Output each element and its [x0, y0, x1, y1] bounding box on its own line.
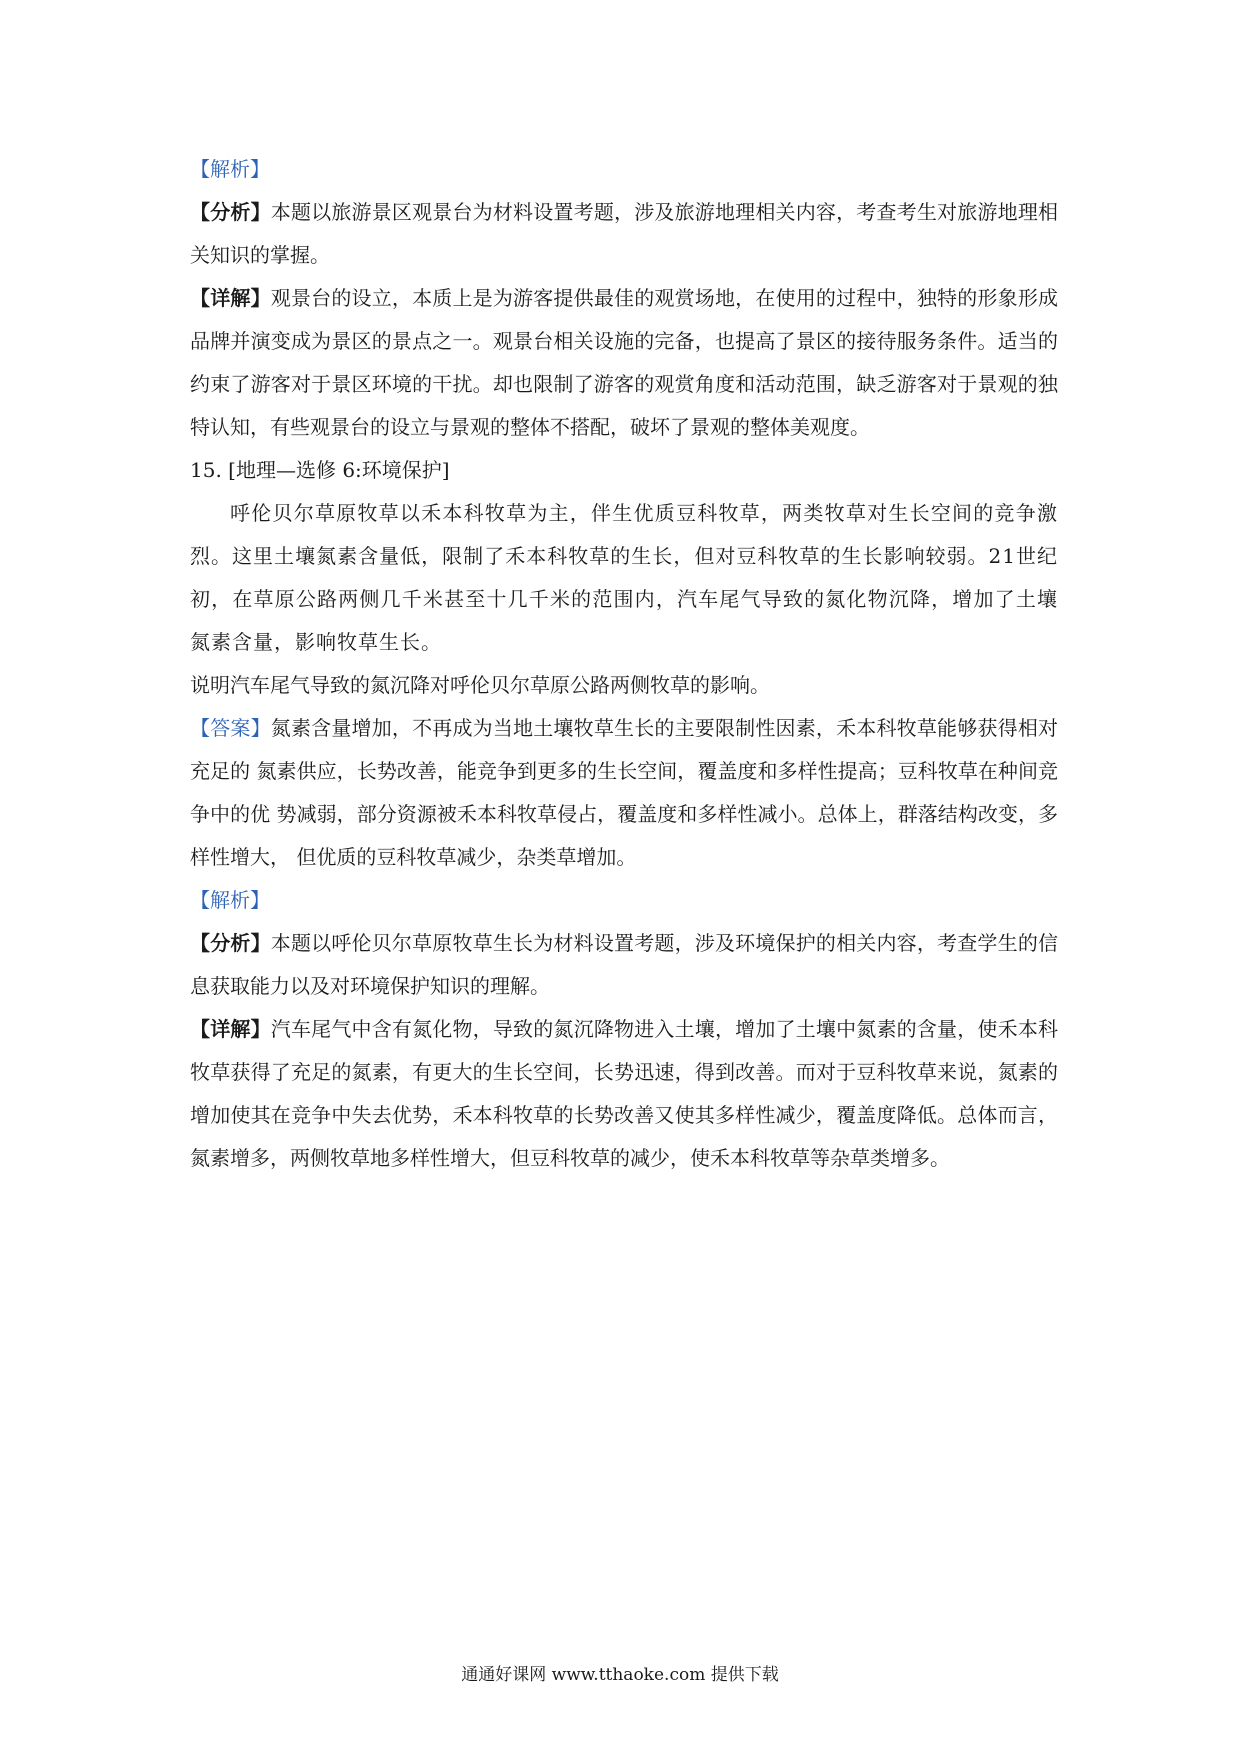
answer-text: 氮素含量增加，不再成为当地土壤牧草生长的主要限制性因素，禾本科牧草能够获得相对充足的 氮素供应，长势改善，能竞争到更多的生长空间，覆盖度和多样性提高；豆科牧草在种间竞争中的优 势减弱，部分资源被禾本科牧草侵占，覆盖度和多样性减小。总体上，群落结构改变，多样性增大， 但优质的豆科牧草减少，杂类草增加。: [190, 716, 1059, 869]
document-body: [190, 148, 1058, 1180]
fenxi-text: 本题以呼伦贝尔草原牧草生长为材料设置考题，涉及环境保护的相关内容，考查学生的信息获取能力以及对环境保护知识的理解。: [190, 931, 1059, 998]
question-material: 呼伦贝尔草原牧草以禾本科牧草为主，伴生优质豆科牧草，两类牧草对生长空间的竞争激烈。这里土壤氮素含量低，限制了禾本科牧草的生长，但对豆科牧草的生长影响较弱。21世纪初，在草原公路两侧几千米甚至十几千米的范围内，汽车尾气导致的氮化物沉降，增加了土壤氮素含量，影响牧草生长。: [190, 501, 1058, 654]
xiangjie-tag: 【详解】: [190, 1017, 271, 1041]
xiangjie-text: 汽车尾气中含有氮化物，导致的氮沉降物进入土壤，增加了土壤中氮素的含量，使禾本科牧草获得了充足的氮素，有更大的生长空间，长势迅速，得到改善。而对于豆科牧草来说，氮素的增加使其在竞争中失去优势，禾本科牧草的长势改善又使其多样性减少，覆盖度降低。总体而言，氮素增多，两侧牧草地多样性增大，但豆科牧草的减少，使禾本科牧草等杂草类增多。: [190, 1017, 1059, 1170]
fenxi-tag: 【分析】: [190, 200, 271, 224]
page-footer: 通通好课网 www.tthaoke.com 提供下载: [461, 1665, 779, 1685]
question-prompt: 说明汽车尾气导致的氮沉降对呼伦贝尔草原公路两侧牧草的影响。: [190, 673, 770, 697]
question-title: 15. [地理—选修 6:环境保护]: [190, 458, 450, 482]
analysis-heading-1: [190, 148, 1058, 191]
analysis-heading-2: [190, 879, 1058, 922]
analysis-tag: 【解析】: [190, 157, 270, 181]
xiangjie-tag: 【详解】: [190, 286, 271, 310]
answer-paragraph: [190, 707, 1058, 879]
fenxi-paragraph-2: [190, 922, 1058, 1008]
xiangjie-paragraph-1: [190, 277, 1058, 449]
analysis-tag: 【解析】: [190, 888, 270, 912]
answer-tag: 【答案】: [190, 716, 271, 740]
xiangjie-paragraph-2: [190, 1008, 1058, 1180]
fenxi-tag: 【分析】: [190, 931, 271, 955]
fenxi-text: 本题以旅游景区观景台为材料设置考题，涉及旅游地理相关内容，考查考生对旅游地理相关知识的掌握。: [190, 200, 1059, 267]
fenxi-paragraph-1: [190, 191, 1058, 277]
xiangjie-text: 观景台的设立，本质上是为游客提供最佳的观赏场地，在使用的过程中，独特的形象形成品牌并演变成为景区的景点之一。观景台相关设施的完备，也提高了景区的接待服务条件。适当的约束了游客对于景区环境的干扰。却也限制了游客的观赏角度和活动范围，缺乏游客对于景观的独特认知，有些观景台的设立与景观的整体不搭配，破坏了景观的整体美观度。: [190, 286, 1059, 439]
